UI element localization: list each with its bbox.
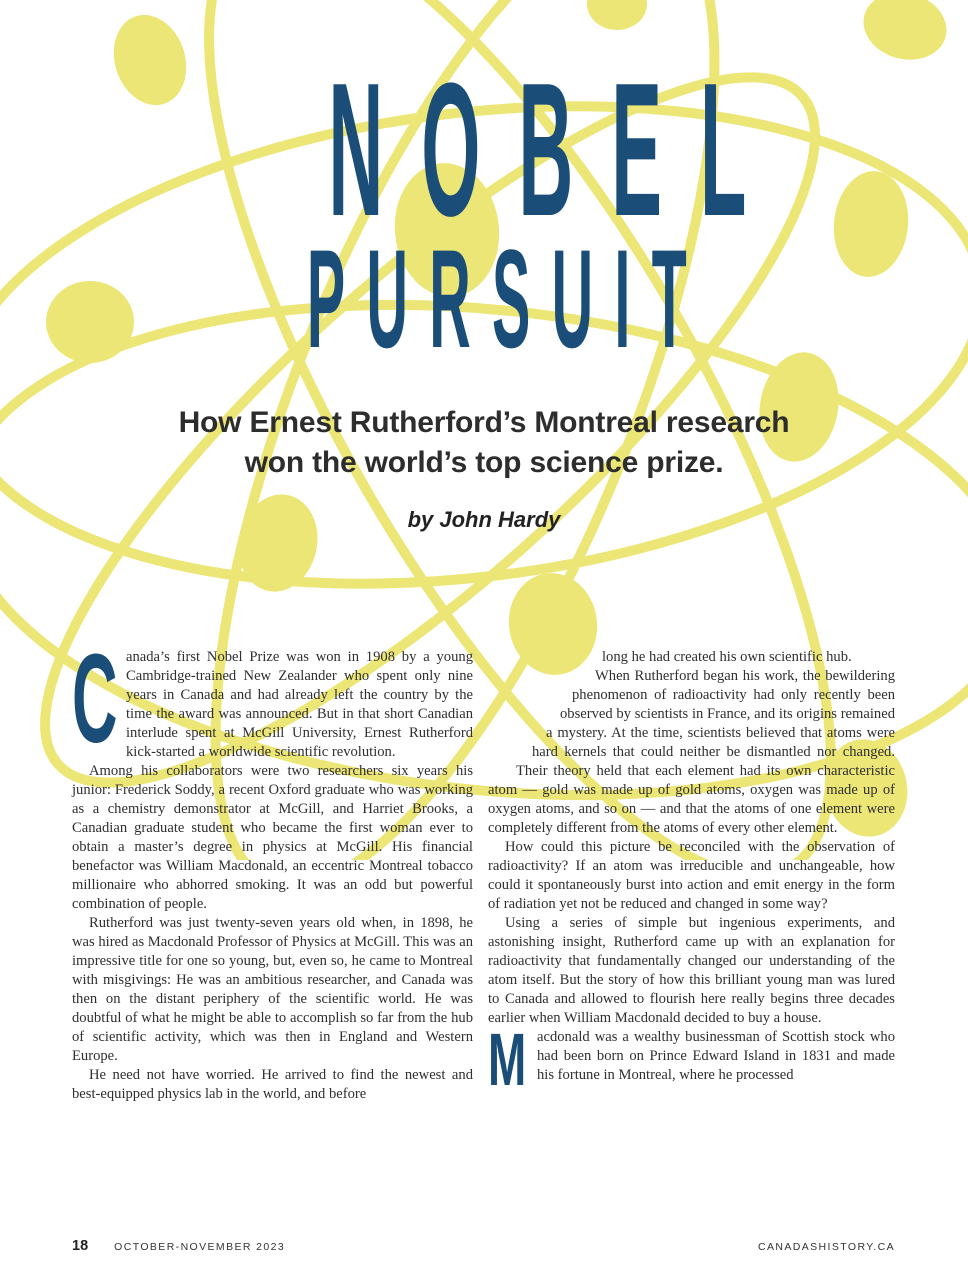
article-title-line1: NOBEL [328,44,785,256]
page-number: 18 [72,1238,89,1254]
text-wrap-spacer [488,762,516,781]
article-body [72,628,895,1104]
page-footer [72,1238,895,1254]
website-url: CANADASHISTORY.CA [757,1241,895,1253]
text-wrap-spacer [488,724,546,743]
paragraph: long he had created his own scientific hub. [602,649,852,665]
issue-date: OCTOBER-NOVEMBER 2023 [114,1241,286,1253]
right-column [488,648,895,1104]
drop-cap-m: M [488,1018,527,1101]
paragraph: Among his collaborators were two researchers six years his junior: Frederick Soddy, a recent Oxford graduate who was working as a chemistry demonstrator at McGill, and Harriet Brooks, a Canadian graduate student who became the first woman ever to obtain a master’s degree in physics at McGill. His financial benefactor was William Macdonald, an eccentric Montreal tobacco millionaire who abhorred smoking. It was an odd but powerful combination of people. [72,763,473,912]
article-title-line2: PURSUIT [306,220,709,377]
drop-cap-c: C [72,628,118,769]
left-column [72,628,473,1104]
paragraph: He need not have worried. He arrived to find the newest and best-equipped physics lab in the world, and before [72,1067,473,1102]
paragraph [488,1018,895,1101]
paragraph-text: anada’s first Nobel Prize was won in 1908 by a young Cambridge-trained New Zealander who spent only nine years in Canada and had already left the country by the time the award was announced. But in that short Canadian interlude spent at McGill University, Ernest Rutherford kick-started a worldwide scientific revolution. [126,649,473,760]
paragraph: Rutherford was just twenty-seven years old when, in 1898, he was hired as Macdonald Professor of Physics at McGill. This was an impressive title for one so young, but, even so, he came to Montreal with misgivings: He was an ambitious researcher, and Canada was then on the distant periphery of the scientific world. He was doubtful of what he might be able to accomplish so far from the hub of scientific activity, which was then in England and Western Europe. [72,915,473,1064]
text-wrap-spacer [488,743,532,762]
paragraph [72,628,473,769]
text-wrap-spacer [488,686,572,705]
text-wrap-spacer [488,648,602,667]
paragraph-text: acdonald was a wealthy businessman of Scottish stock who had been born on Prince Edward Island in 1831 and made his fortune in Montreal, where he processed [537,1029,895,1083]
byline: by John Hardy [407,507,561,532]
text-wrap-spacer [488,667,578,686]
subtitle-line1: How Ernest Rutherford’s Montreal research [178,406,790,439]
text-wrap-spacer [488,705,560,724]
article-subtitle [0,403,968,483]
paragraph: Using a series of simple but ingenious experiments, and astonishing insight, Rutherford came up with an explanation for radioactivity that fundamentally changed our understanding of the atom itself. But the story of how this brilliant young man was lured to Canada and allowed to flourish here really begins three decades earlier when William Macdonald decided to buy a house. [488,915,895,1026]
paragraph: How could this picture be reconciled with the observation of radioactivity? If an atom was irreducible and unchangeable, how could it spontaneously burst into action and emit energy in the form of radiation yet not be reduced and changed in some way? [488,839,895,912]
paragraph: When Rutherford began his work, the bewildering phenomenon of radioactivity had only recently been observed by scientists in France, and its origins remained a mystery. At the time, scientists believed that atoms were hard kernels that could neither be dismantled nor changed. Their theory held that each element had its own characteristic atom — gold was made up of gold atoms, oxygen was made up of oxygen atoms, and so on — and that the atoms of one element were completely different from the atoms of every other element. [488,668,895,836]
footer-left [72,1238,285,1254]
subtitle-line2: won the world’s top science prize. [244,446,724,479]
